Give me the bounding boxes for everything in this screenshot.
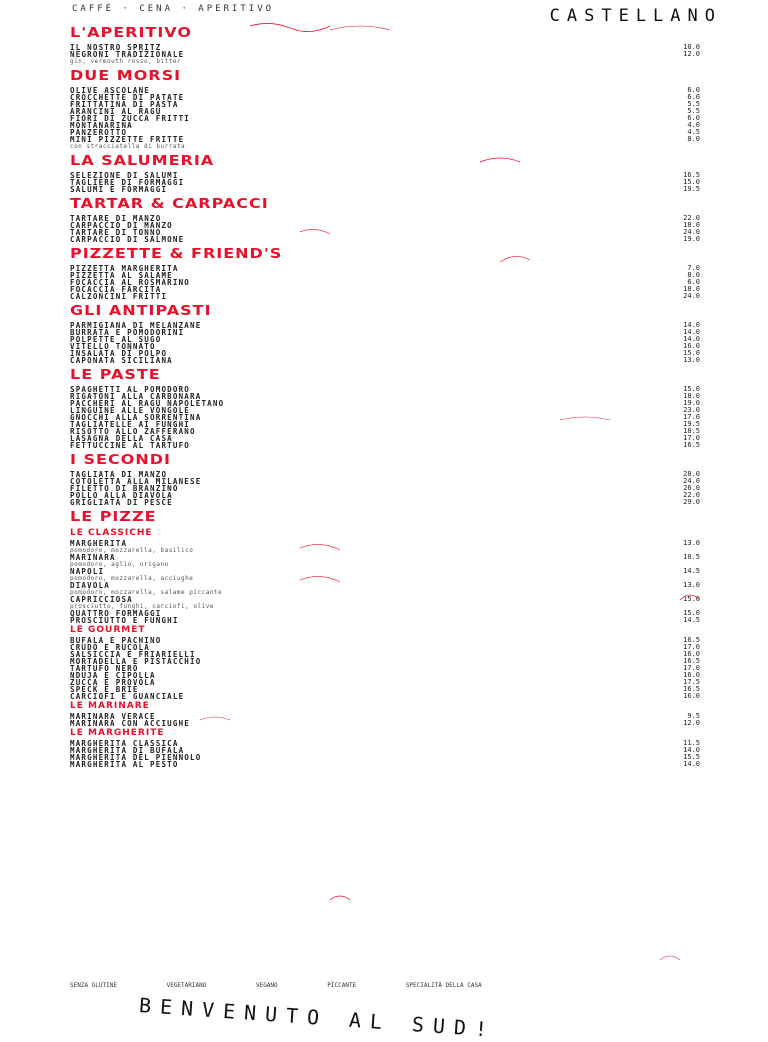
menu-item-text [70,672,660,679]
menu-item-text [70,761,660,768]
menu-item-price: 16.0 [683,671,700,679]
menu-item-name: TARTUFO NERO [70,664,139,673]
menu-item [70,596,700,610]
menu-content [70,26,700,772]
menu-section [70,197,700,243]
menu-item [70,51,700,65]
menu-item [70,693,700,700]
menu-item-price: 16.5 [683,171,700,179]
menu-item-price: 19.5 [683,185,700,193]
legend-vegetarian: VEGETARIANO [166,982,207,989]
menu-item-text [70,679,660,686]
menu-item [70,222,700,229]
section-title: LE PASTE [70,366,161,383]
menu-item-price: 14.0 [683,746,700,754]
menu-item [70,136,700,150]
menu-item-price: 19.0 [683,235,700,243]
menu-item-price: 18.0 [683,221,700,229]
menu-item-name: GNOCCHI ALLA SORRENTINA [70,413,202,422]
menu-item-price: 15.5 [683,753,700,761]
menu-item-price: 24.0 [683,228,700,236]
menu-item-name: BURRATA E POMODORINI [70,328,185,337]
menu-item-price: 17.0 [683,413,700,421]
menu-item-name: PROSCIUTTO E FUNGHI [70,616,179,625]
menu-item-name: CARPACCIO DI MANZO [70,221,173,230]
menu-item [70,568,700,582]
menu-section [70,368,700,449]
menu-item-price: 5.5 [687,100,700,108]
section-title: LA SALUMERIA [70,152,215,169]
menu-item-price: 15.0 [683,178,700,186]
menu-item-price: 6.0 [687,93,700,101]
menu-item-price: 11.5 [683,739,700,747]
pizza-group-title: LE CLASSICHE [70,528,153,538]
menu-item-name: COTOLETTA ALLA MILANESE [70,477,202,486]
section-title: I SECONDI [70,451,171,468]
menu-item-name: ARANCINI AL RAGÙ [70,107,162,116]
menu-item-name: PANZEROTTO [70,128,128,137]
menu-item [70,357,700,364]
legend-house-special: SPECIALITÀ DELLA CASA [405,982,482,989]
menu-item-name: FIORI DI ZUCCA FRITTI [70,114,191,123]
menu-item [70,336,700,343]
menu-item-name: POLPETTE AL SUGO [70,335,162,344]
menu-item-name: MONTANARINA [70,121,133,130]
menu-section [70,26,700,65]
menu-item [70,617,700,624]
menu-item-price: 29.0 [683,498,700,506]
menu-section [70,154,700,193]
menu-item-price: 19.5 [683,420,700,428]
menu-item-text [70,136,660,150]
menu-item-price: 6.0 [687,114,700,122]
menu-item-name: CARCIOFI E GUANCIALE [70,692,185,701]
menu-item-description: pomodoro, aglio, origano [70,561,169,568]
menu-item-text [70,442,660,449]
menu-item-name: TAGLIERE DI FORMAGGI [70,178,185,187]
menu-item-name: FOCACCIA FARCITA [70,285,162,294]
menu-item-text [70,293,660,300]
menu-item-name: CRUDO E RUCOLA [70,643,151,652]
menu-item [70,329,700,336]
menu-item-name: MARGHERITA [70,539,128,548]
menu-item-name: FILETTO DI BRANZINO [70,484,179,493]
menu-item-text [70,236,660,243]
menu-item-name: MARINARA CON ACCIUGHE [70,719,191,728]
menu-item-price: 12.0 [683,50,700,58]
menu-item-name: SELEZIONE DI SALUMI [70,171,179,180]
menu-item-name: TAGLIATELLE AI FUNGHI [70,420,191,429]
menu-item-price: 17.0 [683,434,700,442]
menu-item-price: 18.5 [683,427,700,435]
menu-item-name: TARTARE DI MANZO [70,214,162,223]
menu-item-price: 16.5 [683,657,700,665]
menu-item-price: 6.0 [687,278,700,286]
pizza-group-title: LE GOURMET [70,625,146,635]
menu-section [70,69,700,150]
menu-item-price: 18.0 [683,285,700,293]
menu-item-price: 14.0 [683,321,700,329]
section-title: DUE MORSI [70,67,182,84]
menu-section [70,453,700,506]
menu-item-price: 23.0 [683,406,700,414]
header-bar [0,4,768,26]
menu-item-name: ZUCCA E PROVOLA [70,678,156,687]
menu-item-price: 9.5 [687,712,700,720]
menu-item-price: 15.0 [683,595,700,603]
menu-item-price: 28.0 [683,470,700,478]
menu-item-price: 15.0 [683,385,700,393]
pizza-section [70,510,700,768]
menu-item [70,115,700,122]
footer-welcome: BENVENUTO AL SUD! [138,993,497,1042]
menu-item [70,720,700,727]
menu-item-name: TARTARE DI TONNO [70,228,162,237]
menu-item-name: CAPONATA SICILIANA [70,356,173,365]
menu-item-name: MORTADELLA E PISTACCHIO [70,657,202,666]
menu-item [70,665,700,672]
menu-item-price: 8.0 [687,271,700,279]
pizza-group-title: LE MARGHERITE [70,728,165,738]
menu-item-text [70,51,660,65]
menu-item-price: 8.0 [687,135,700,143]
menu-item-price: 16.5 [683,636,700,644]
menu-item-description: prosciutto, funghi, carciofi, olive [70,603,214,610]
legend-vegan: VEGANO [255,982,278,989]
restaurant-name: CASTELLANO [549,6,722,26]
menu-item-name: SPECK E BRIE [70,685,139,694]
menu-item-price: 7.0 [687,264,700,272]
menu-item-price: 24.0 [683,292,700,300]
menu-item-price: 17.0 [683,664,700,672]
menu-item-text [70,336,660,343]
menu-item-name: PARMIGIANA DI MELANZANE [70,321,202,330]
menu-item-name: QUATTRO FORMAGGI [70,609,162,618]
menu-item-price: 14.0 [683,328,700,336]
menu-item-name: CROCCHETTE DI PATATE [70,93,185,102]
menu-item-name: RISOTTO ALLO ZAFFERANO [70,427,196,436]
section-title: LE PIZZE [70,508,157,525]
menu-item-name: PACCHERI AL RAGÙ NAPOLETANO [70,399,225,408]
menu-item-price: 13.0 [683,539,700,547]
legend-spicy: PICCANTE [327,982,357,989]
menu-item-name: TAGLIATA DI MANZO [70,470,168,479]
menu-item-name: OLIVE ASCOLANE [70,86,151,95]
menu-item-description: gin, vermouth rosso, bitter [70,58,182,65]
menu-item-text [70,568,660,582]
menu-item-name: MARINARA VERACE [70,712,156,721]
menu-item-price: 13.0 [683,356,700,364]
menu-item-price: 4.5 [687,128,700,136]
menu-item-price: 24.0 [683,477,700,485]
menu-item-text [70,499,660,506]
menu-item-text [70,596,660,610]
menu-item-name: CAPRICCIOSA [70,595,133,604]
menu-item [70,672,700,679]
menu-item [70,582,700,596]
menu-item [70,637,700,644]
menu-item-name: LASAGNA DELLA CASA [70,434,173,443]
menu-item-name: CARPACCIO DI SALMONE [70,235,185,244]
menu-item-price: 26.0 [683,484,700,492]
menu-item-name: GRIGLIATA DI PESCE [70,498,173,507]
menu-item-name: MARGHERITA DEL PIENNOLO [70,753,202,762]
menu-item-price: 17.5 [683,678,700,686]
menu-item-name: NDUJA E CIPOLLA [70,671,156,680]
menu-item-name: FETTUCCINE AL TARTUFO [70,441,191,450]
menu-item-text [70,554,660,568]
menu-item-name: INSALATA DI POLPO [70,349,168,358]
menu-item-name: NAPOLI [70,567,105,576]
menu-item [70,279,700,286]
menu-item-price: 6.0 [687,86,700,94]
menu-item-price: 16.0 [683,650,700,658]
menu-item-name: RIGATONI ALLA CARBONARA [70,392,202,401]
menu-item-name: PIZZETTA AL SALAME [70,271,173,280]
menu-item-name: LINGUINE ALLE VONGOLE [70,406,191,415]
menu-section [70,247,700,300]
menu-item-name: PIZZETTA MARGHERITA [70,264,179,273]
menu-item-name: CALZONCINI FRITTI [70,292,168,301]
menu-item [70,186,700,193]
menu-item-price: 15.0 [683,349,700,357]
menu-item-name: SALUMI E FORMAGGI [70,185,168,194]
menu-item-name: DIAVOLA [70,581,111,590]
menu-item-name: POLLO ALLA DIAVOLA [70,491,173,500]
menu-section [70,304,700,364]
menu-item-price: 22.0 [683,214,700,222]
menu-item-name: IL NOSTRO SPRITZ [70,43,162,52]
menu-item-text [70,540,660,554]
menu-item-name: VITELLO TONNATO [70,342,156,351]
menu-item-text [70,582,660,596]
menu-item-price: 10.0 [683,43,700,51]
menu-item-price: 14.5 [683,616,700,624]
menu-item-text [70,693,660,700]
menu-item-description: pomodoro, mozzarella, salame piccante [70,589,223,596]
menu-item-name: MINI PIZZETTE FRITTE [70,135,185,144]
menu-item-name: FRITTATINA DI PASTA [70,100,179,109]
menu-item [70,442,700,449]
menu-item-price: 17.0 [683,643,700,651]
menu-item-name: FOCACCIA AL ROSMARINO [70,278,191,287]
menu-item-price: 18.0 [683,392,700,400]
menu-item-price: 14.5 [683,567,700,575]
menu-item-name: MARGHERITA CLASSICA [70,739,179,748]
menu-item [70,499,700,506]
menu-item-price: 13.0 [683,581,700,589]
section-title: L'APERITIVO [70,24,192,41]
menu-item-text [70,357,660,364]
menu-item-text [70,637,660,644]
menu-item [70,293,700,300]
menu-item-text [70,720,660,727]
menu-item [70,679,700,686]
menu-item-text [70,658,660,665]
menu-item-description: pomodoro, mozzarella, acciughe [70,575,194,582]
menu-item-price: 16.5 [683,685,700,693]
menu-item-price: 15.0 [683,609,700,617]
menu-item [70,540,700,554]
menu-item [70,122,700,129]
legend-gluten-free: SENZA GLUTINE [70,982,117,989]
menu-item-price: 4.0 [687,121,700,129]
menu-item-price: 19.0 [683,399,700,407]
menu-item-name: MARGHERITA DI BUFALA [70,746,185,755]
menu-item-price: 12.0 [683,719,700,727]
menu-item-price: 14.0 [683,335,700,343]
menu-item-text [70,122,660,129]
menu-item [70,236,700,243]
header-left-text: CAFFÈ · CENA · APERITIVO [72,4,275,14]
menu-item-name: MARGHERITA AL PESTO [70,760,179,769]
section-title: TARTAR & CARPACCI [70,195,269,212]
menu-item [70,554,700,568]
menu-item-text [70,115,660,122]
menu-item-price: 10.5 [683,553,700,561]
legend [70,982,710,989]
menu-item-description: con stracciatella di burrata [70,143,186,150]
menu-item [70,761,700,768]
section-title: PIZZETTE & FRIEND'S [70,245,283,262]
menu-item-price: 16.0 [683,692,700,700]
menu-item-name: NEGRONI TRADIZIONALE [70,50,185,59]
menu-item-name: MARINARA [70,553,116,562]
menu-item-name: SPAGHETTI AL POMODORO [70,385,191,394]
menu-item-price: 16.5 [683,441,700,449]
menu-item-name: SALSICCIA E FRIARIELLI [70,650,196,659]
menu-item-price: 16.0 [683,342,700,350]
menu-item-description: pomodoro, mozzarella, basilico [70,547,194,554]
menu-item-price: 5.5 [687,107,700,115]
menu-item-text [70,186,660,193]
menu-item-text [70,665,660,672]
menu-item-name: BUFALA E PACHINO [70,636,162,645]
menu-item-price: 22.0 [683,491,700,499]
menu-item [70,101,700,108]
menu-item-price: 14.0 [683,760,700,768]
menu-item [70,658,700,665]
section-title: GLI ANTIPASTI [70,302,212,319]
menu-item-text [70,617,660,624]
pizza-group-title: LE MARINARE [70,701,150,711]
